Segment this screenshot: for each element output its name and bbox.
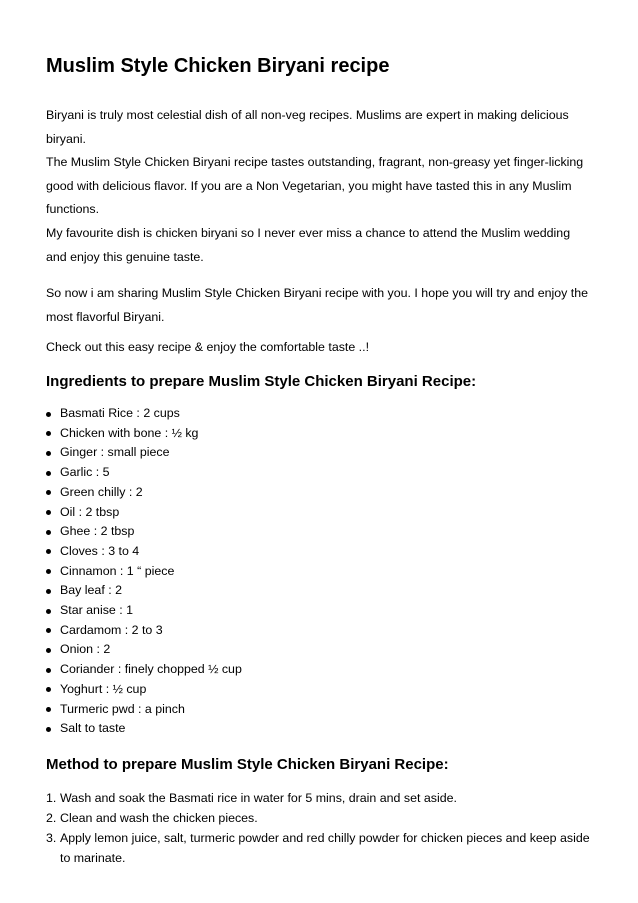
method-list [46,788,594,868]
step-number: 1. [46,791,57,805]
step-number: 2. [46,811,57,825]
ingredient-item: Basmati Rice : 2 cups [46,404,242,424]
intro-paragraph: My favourite dish is chicken biryani so I never ever miss a chance to attend the Muslim wedding and enjoy this genuine taste. [46,226,571,264]
intro-paragraph: Biryani is truly most celestial dish of all non-veg recipes. Muslims are expert in making delicious biryani. [46,108,569,146]
ingredient-item: Coriander : finely chopped ½ cup [46,660,242,680]
ingredient-item: Cloves : 3 to 4 [46,542,242,562]
ingredient-item: Turmeric pwd : a pinch [46,700,242,720]
method-step [46,808,594,828]
ingredient-item: Cinnamon : 1 “ piece [46,562,242,582]
ingredients-heading: Ingredients to prepare Muslim Style Chicken Biryani Recipe: [46,373,477,390]
step-number: 3. [46,831,57,845]
ingredient-item: Cardamom : 2 to 3 [46,621,242,641]
step-text: Clean and wash the chicken pieces. [60,811,258,825]
ingredient-item: Bay leaf : 2 [46,581,242,601]
ingredient-item: Green chilly : 2 [46,483,242,503]
step-text: Wash and soak the Basmati rice in water for 5 mins, drain and set aside. [60,791,457,805]
page-title: Muslim Style Chicken Biryani recipe [46,55,390,77]
ingredient-item: Yoghurt : ½ cup [46,680,242,700]
ingredient-item: Star anise : 1 [46,601,242,621]
ingredient-item: Oil : 2 tbsp [46,503,242,523]
intro-paragraph: Check out this easy recipe & enjoy the comfortable taste ..! [46,340,370,354]
step-text: Apply lemon juice, salt, turmeric powder and red chilly powder for chicken pieces and keep aside to marinate. [60,831,590,865]
intro-paragraph: The Muslim Style Chicken Biryani recipe tastes outstanding, fragrant, non-greasy yet finger-licking good with delicious flavor. If you are a Non Vegetarian, you might have tasted this in any Muslim functions. [46,155,584,216]
method-heading: Method to prepare Muslim Style Chicken Biryani Recipe: [46,756,449,773]
ingredients-list [46,404,242,739]
method-step [46,828,594,868]
ingredient-item: Garlic : 5 [46,463,242,483]
ingredient-item: Ginger : small piece [46,443,242,463]
method-step [46,788,594,808]
ingredient-item: Onion : 2 [46,640,242,660]
ingredient-item: Salt to taste [46,719,242,739]
ingredient-item: Ghee : 2 tbsp [46,522,242,542]
intro-paragraph: So now i am sharing Muslim Style Chicken Biryani recipe with you. I hope you will try and enjoy the most flavorful Biryani. [46,286,588,324]
ingredient-item: Chicken with bone : ½ kg [46,424,242,444]
